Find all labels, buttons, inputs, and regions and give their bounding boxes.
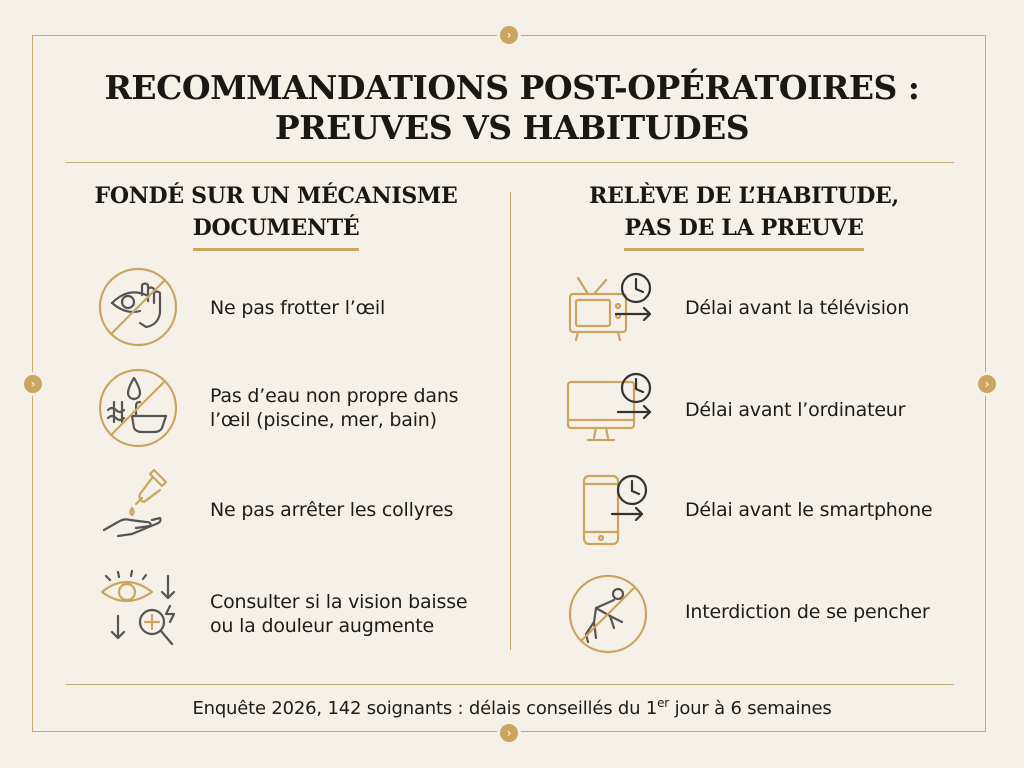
right-heading-line1: RELÈVE DE L’HABITUDE, xyxy=(589,183,899,209)
title-divider xyxy=(66,162,954,163)
nav-dot-left[interactable]: › xyxy=(24,375,42,393)
left-item-2-line1: Pas d’eau non propre dans xyxy=(210,385,459,407)
left-item-4-line2: ou la douleur augmente xyxy=(210,615,434,637)
footnote xyxy=(0,696,1024,719)
left-item-1-label xyxy=(210,296,385,320)
computer-delay-icon xyxy=(564,370,656,450)
right-item-1-line1: Délai avant la télévision xyxy=(685,297,910,319)
footnote-text-after: jour à 6 semaines xyxy=(669,698,832,719)
left-item-2-line2: l’œil (piscine, mer, bain) xyxy=(210,409,437,431)
left-item-3-line1: Ne pas arrêter les collyres xyxy=(210,499,454,521)
eye-drops-icon xyxy=(96,464,180,548)
left-heading-line2: DOCUMENTÉ xyxy=(193,212,360,251)
smartphone-delay-icon xyxy=(576,470,656,550)
left-column-heading xyxy=(66,180,486,251)
tv-delay-icon xyxy=(564,262,656,350)
page-title xyxy=(0,68,1024,148)
right-item-4-label xyxy=(685,600,929,624)
left-item-3-label xyxy=(210,498,453,522)
no-bending-icon xyxy=(566,572,650,656)
nav-dot-top[interactable]: › xyxy=(500,26,518,44)
right-item-4-line1: Interdiction de se pencher xyxy=(685,601,930,623)
left-item-4-label xyxy=(210,590,467,638)
left-item-1-line1: Ne pas frotter l’œil xyxy=(210,297,386,319)
no-eye-rubbing-icon xyxy=(96,265,180,349)
left-heading-line1: FONDÉ SUR UN MÉCANISME xyxy=(94,183,458,209)
footer-divider xyxy=(66,684,954,685)
right-item-2-line1: Délai avant l’ordinateur xyxy=(685,399,906,421)
vision-warning-icon xyxy=(96,566,186,656)
nav-dot-right[interactable]: › xyxy=(978,375,996,393)
left-item-2-label xyxy=(210,384,458,432)
no-dirty-water-icon xyxy=(96,366,180,450)
footnote-superscript: er xyxy=(657,696,670,710)
footnote-text-before: Enquête 2026, 142 soignants : délais conseillés du 1 xyxy=(192,698,658,719)
page-title-line2: PREUVES VS HABITUDES xyxy=(274,108,750,147)
left-item-4-line1: Consulter si la vision baisse xyxy=(210,591,468,613)
right-heading-line2: PAS DE LA PREUVE xyxy=(624,212,863,251)
page-title-line1: RECOMMANDATIONS POST-OPÉRATOIRES : xyxy=(104,68,920,107)
right-item-1-label xyxy=(685,296,909,320)
right-item-3-label xyxy=(685,498,932,522)
nav-dot-bottom[interactable]: › xyxy=(500,724,518,742)
right-item-2-label xyxy=(685,398,905,422)
right-column-heading xyxy=(534,180,954,251)
right-item-3-line1: Délai avant le smartphone xyxy=(685,499,933,521)
column-divider xyxy=(510,192,511,650)
